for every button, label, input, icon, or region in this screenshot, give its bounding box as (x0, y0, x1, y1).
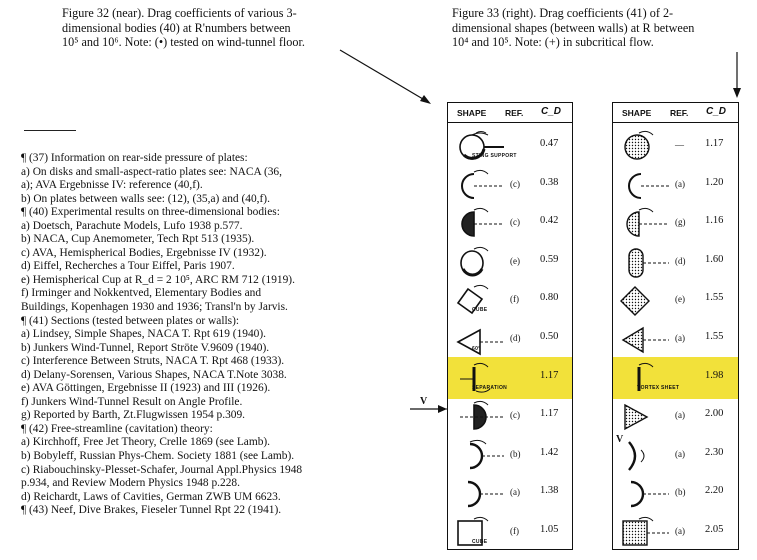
caption-line: 10⁴ and 10⁵. Note: (+) in subcritical flow. (452, 35, 654, 49)
drag-table-2d (612, 102, 739, 550)
cd-cell: 2.00 (705, 408, 724, 420)
header-shape: SHAPE (622, 108, 652, 118)
header-cd: C_D (706, 106, 727, 117)
table-row (448, 202, 572, 244)
cd-cell: 1.05 (540, 524, 559, 535)
ref-line: g) Reported by Barth, Zt.Flugwissen 1954 p.309. (21, 409, 245, 422)
ref-cell: (c) (510, 410, 520, 421)
ref-cell: (a) (675, 178, 685, 189)
velocity-label: V (616, 434, 624, 445)
shape-note: 60° (472, 346, 481, 352)
table-row (613, 318, 738, 360)
table-row (448, 241, 572, 283)
ref-cell: (c) (510, 217, 520, 228)
cd-cell: 1.55 (705, 331, 724, 342)
body-3d-shape-icon (454, 438, 510, 474)
cd-cell: 1.38 (540, 485, 559, 497)
ref-cell: — (675, 140, 684, 150)
cd-cell: 0.47 (540, 138, 559, 149)
body-3d-shape-icon (454, 206, 510, 242)
drag-table-3d (447, 102, 573, 550)
header-shape: SHAPE (457, 108, 487, 118)
cd-cell: 2.30 (705, 446, 724, 458)
table-row (448, 357, 572, 399)
table-header (448, 103, 572, 123)
ref-line: d) Reichardt, Laws of Cavities, German ZWB UM 6623. (21, 490, 281, 503)
ref-line: ¶ (41) Sections (tested between plates or walls): (21, 314, 240, 327)
cd-cell: 1.55 (705, 292, 724, 304)
ref-line: c) AVA, Hemispherical Bodies, Ergebnisse IV (1932). (21, 246, 267, 259)
velocity-label: V (420, 396, 428, 407)
ref-line: f) Junkers Wind-Tunnel Result on Angle Profile. (21, 395, 243, 408)
table-header (613, 103, 738, 123)
table-row (613, 241, 738, 283)
table-row (613, 125, 738, 167)
section-2d-shape-icon (619, 129, 675, 165)
section-2d-shape-icon (619, 476, 675, 512)
figure-33-caption (452, 6, 744, 50)
table-row (448, 279, 572, 321)
cd-cell: 0.42 (540, 215, 559, 227)
header-ref: REF. (505, 108, 524, 118)
body-3d-shape-icon (454, 168, 510, 204)
section-2d-shape-icon (619, 515, 675, 551)
section-2d-shape-icon (619, 438, 675, 474)
ref-line: b) Junkers Wind-Tunnel, Report Ströte V.9609 (1940). (21, 341, 270, 354)
ref-cell: (a) (675, 526, 685, 536)
ref-cell: (a) (510, 487, 520, 498)
table-row (448, 434, 572, 476)
section-2d-shape-icon (619, 399, 675, 435)
body-3d-shape-icon (454, 361, 510, 397)
cd-cell: 1.42 (540, 446, 559, 458)
table-row (613, 472, 738, 514)
table-row (613, 279, 738, 321)
body-3d-shape-icon (454, 129, 510, 165)
ref-line: ¶ (43) Neef, Dive Brakes, Fieseler Tunnel Rpt 22 (1941). (21, 504, 282, 517)
ref-line: a) On disks and small-aspect-ratio plates see: NACA (36, (21, 165, 282, 178)
ref-line: b) NACA, Cup Anemometer, Tech Rpt 513 (1935). (21, 233, 255, 246)
table-row (448, 125, 572, 167)
ref-cell: (a) (675, 333, 685, 343)
cd-cell: 2.20 (705, 485, 724, 497)
ref-cell: (b) (675, 487, 686, 498)
table-row (448, 395, 572, 437)
table-row (613, 511, 738, 553)
ref-line: b) On plates between walls see: (12), (35,a) and (40,f). (21, 192, 270, 205)
header-cd: C_D (541, 106, 562, 117)
ref-line: Buildings, Kopenhagen 1930 and 1936; Transl'n by Jarvis. (21, 301, 288, 314)
ref-cell: (d) (510, 333, 521, 343)
shape-note: CUBE (472, 539, 488, 545)
ref-line: ¶ (37) Information on rear-side pressure of plates: (21, 152, 248, 164)
references-block (21, 152, 371, 518)
table-row (613, 164, 738, 206)
cd-cell: 2.05 (705, 524, 724, 535)
section-2d-shape-icon (619, 245, 675, 281)
table-row (613, 357, 738, 399)
ref-line: b) Bobyleff, Russian Phys-Chem. Society 1881 (see Lamb). (21, 450, 295, 463)
ref-line: d) Eiffel, Recherches a Tour Eiffel, Paris 1907. (21, 260, 235, 273)
cd-cell: 0.59 (540, 253, 559, 265)
ref-cell: (c) (510, 178, 520, 189)
cd-cell: 1.17 (540, 369, 559, 381)
ref-cell: (e) (675, 294, 685, 305)
ref-cell: (e) (510, 255, 520, 266)
divider (24, 130, 76, 131)
section-2d-shape-icon (619, 283, 675, 319)
ref-line: p.934, and Review Modern Physics 1948 p.228. (21, 477, 240, 490)
cd-cell: 0.50 (540, 331, 559, 342)
shape-note: VORTEX SHEET (637, 384, 680, 391)
section-2d-shape-icon (619, 168, 675, 204)
caption-line: Figure 32 (near). Drag coefficients of various 3- (62, 6, 297, 20)
ref-line: a) Lindsey, Simple Shapes, NACA T. Rpt 619 (1940). (21, 328, 266, 341)
cd-cell: 1.17 (540, 408, 559, 420)
cd-cell: 1.20 (705, 176, 724, 188)
table-row (613, 395, 738, 437)
table-row (448, 318, 572, 360)
ref-line: e) AVA Göttingen, Ergebnisse II (1923) and III (1926). (21, 382, 271, 395)
cd-cell: 1.98 (705, 369, 724, 381)
caption-line: dimensional bodies (40) at R'numbers between (62, 20, 291, 35)
cd-cell: 1.60 (705, 253, 724, 265)
ref-cell: (b) (510, 448, 521, 459)
ref-line: ¶ (40) Experimental results on three-dimensional bodies: (21, 206, 280, 219)
table-row (448, 164, 572, 206)
ref-line: ¶ (42) Free-streamline (cavitation) theory: (21, 422, 213, 435)
shape-note: CUBE (472, 307, 488, 314)
ref-cell: (d) (675, 255, 686, 266)
section-2d-shape-icon (619, 206, 675, 242)
ref-line: d) Delany-Sorensen, Various Shapes, NACA T.Note 3038. (21, 368, 287, 381)
table-row (613, 434, 738, 476)
section-2d-shape-icon (619, 322, 675, 358)
ref-cell: (f) (510, 526, 519, 536)
figure-32-caption (62, 6, 374, 50)
body-3d-shape-icon (454, 515, 510, 551)
ref-line: e) Hemispherical Cup at R_d = 2 10⁵, ARC RM 712 (1919). (21, 273, 295, 286)
cd-cell: 0.80 (540, 292, 559, 304)
cd-cell: 1.17 (705, 138, 724, 149)
ref-line: c) Riabouchinsky-Plesset-Schafer, Journal Appl.Physics 1948 (21, 463, 303, 476)
ref-cell: (a) (675, 410, 685, 421)
table-row (613, 202, 738, 244)
ref-line: c) Interference Between Struts, NACA T. Rpt 468 (1933). (21, 355, 285, 368)
section-2d-shape-icon (619, 361, 675, 397)
body-3d-shape-icon (454, 245, 510, 281)
ref-cell: (g) (675, 217, 686, 228)
caption-line: Figure 33 (right). Drag coefficients (41) of 2- (452, 6, 674, 20)
caption-line: 10⁵ and 10⁶. Note: (•) tested on wind-tunnel floor. (62, 35, 305, 49)
header-ref: REF. (670, 108, 689, 118)
ref-line: a) Kirchhoff, Free Jet Theory, Crelle 1869 (see Lamb). (21, 436, 271, 449)
table-row (448, 472, 572, 514)
body-3d-shape-icon (454, 322, 510, 358)
body-3d-shape-icon (454, 283, 510, 319)
shape-note: STING SUPPORT (472, 153, 517, 159)
body-3d-shape-icon (454, 476, 510, 512)
cd-cell: 1.16 (705, 215, 724, 227)
ref-line: f) Irminger and Nokkentved, Elementary Bodies and (21, 287, 262, 300)
ref-line: a) Doetsch, Parachute Models, Lufo 1938 p.577. (21, 219, 243, 232)
ref-line: a); AVA Ergebnisse IV: reference (40,f). (21, 179, 203, 192)
ref-cell: (f) (510, 294, 519, 305)
table-row (448, 511, 572, 553)
cd-cell: 0.38 (540, 176, 559, 188)
ref-cell: (a) (675, 448, 685, 459)
body-3d-shape-icon (454, 399, 510, 435)
caption-line: dimensional shapes (between walls) at R between (452, 20, 695, 35)
shape-note: SEPARATION (472, 384, 508, 391)
